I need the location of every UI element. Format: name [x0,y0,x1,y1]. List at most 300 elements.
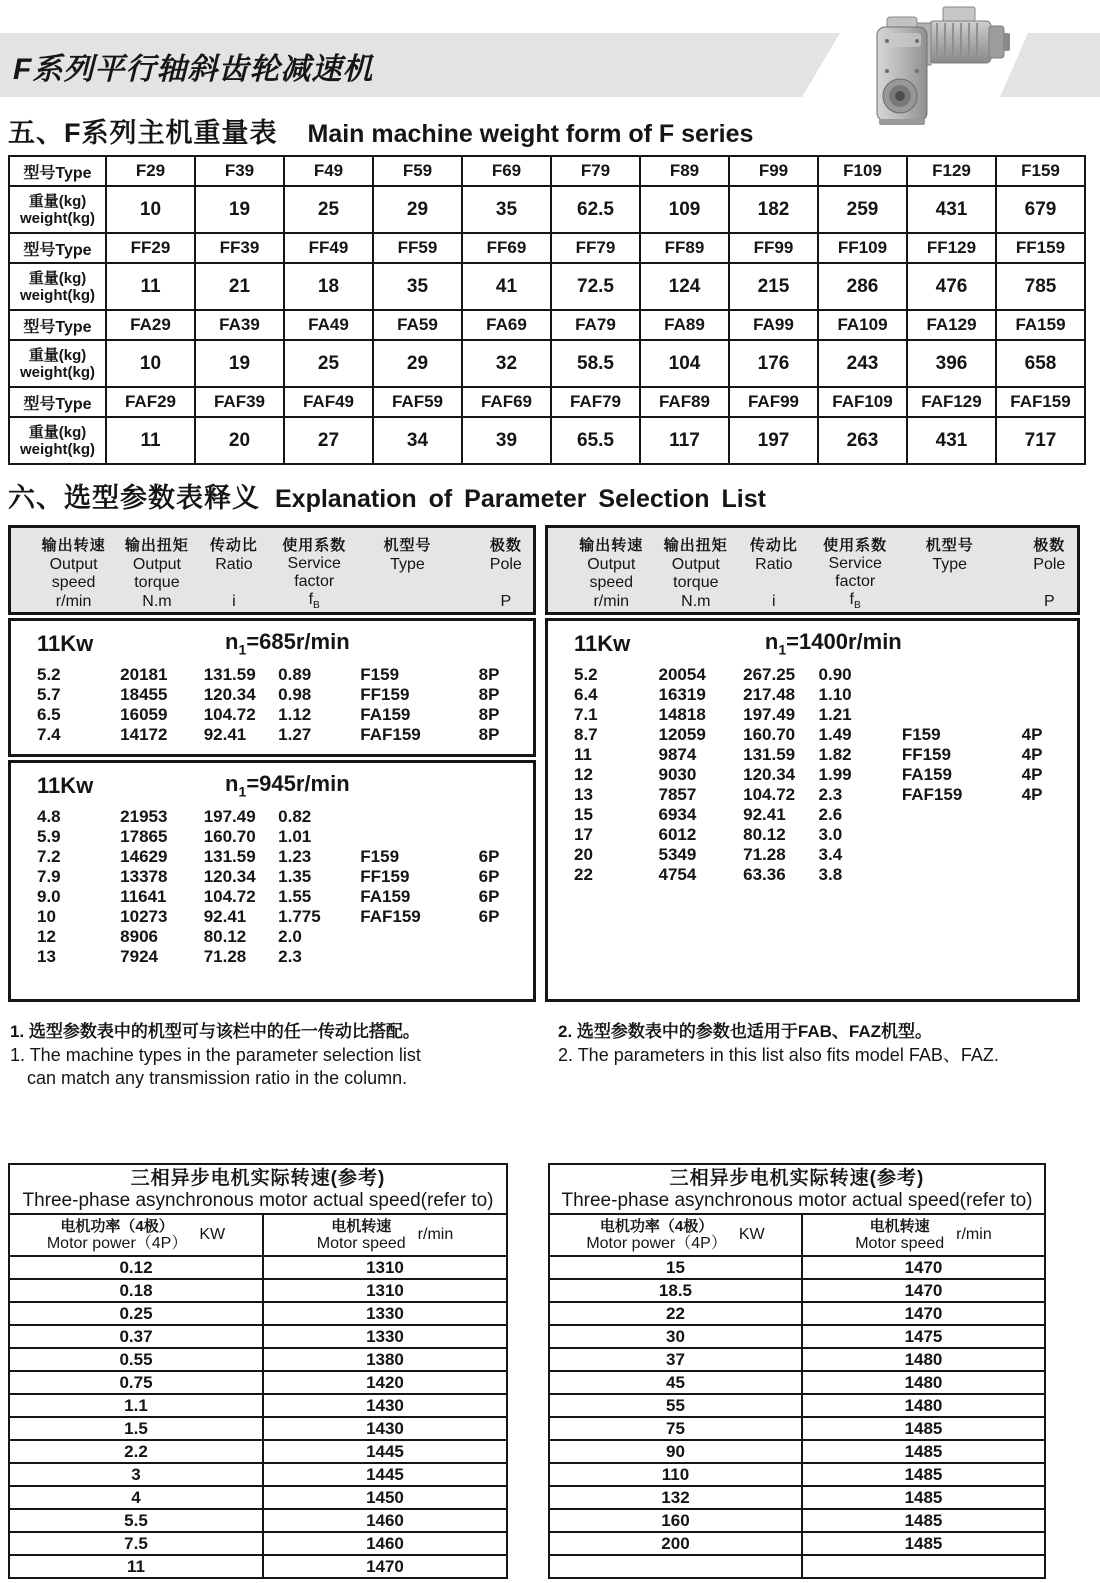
motor-cell: 0.18 [9,1279,263,1302]
motor-header-speed [802,1214,1045,1256]
weight-cell: 182 [729,186,818,233]
param-row [548,785,1077,805]
header-en: Output [671,555,720,573]
param-cell: 7.4 [37,725,61,744]
motor-row [9,1325,507,1348]
param-row [11,725,533,745]
motor-row [9,1555,507,1578]
param-cell: 10 [37,907,56,926]
param-cell: 4P [1021,785,1043,804]
type-cell: FF79 [551,233,640,263]
input-speed-label: $n_1=685r/\min$ [225,629,350,658]
param-cell [998,665,1077,685]
weight-label-zh: 重量(kg) [28,423,87,441]
weight-cell: 19 [195,340,284,387]
param-cell: 7857 [658,785,697,804]
weight-label-en: weight(kg) [20,209,95,227]
param-cell: 9874 [658,745,697,764]
weight-cell: 62.5 [551,186,640,233]
motor-cell: 1475 [802,1325,1045,1348]
header-en: factor [835,573,876,590]
header-zh: 输出扭矩 [663,537,728,554]
header-en: speed [51,574,96,592]
param-cell: 9030 [658,765,697,784]
type-cell: FF109 [818,233,907,263]
param-cell: 8.7 [574,725,598,744]
header-unit: P [1043,593,1055,611]
motor-row [549,1417,1045,1440]
param-cell: 3.4 [818,845,843,864]
row-label-weight [9,186,106,233]
header-unit: KW [199,1226,226,1243]
type-cell: FAF99 [729,387,818,417]
motor-row [549,1486,1045,1509]
param-cell [455,827,533,847]
motor-cell: 1470 [802,1256,1045,1279]
param-cell: 4P [1021,765,1043,784]
header-en: Output [132,555,181,573]
motor-row [9,1440,507,1463]
param-cell: 4.8 [37,807,61,826]
param-cell [892,845,998,865]
param-cell: 7924 [120,947,158,966]
header-unit [947,593,951,611]
param-row [11,927,533,947]
type-cell: FAF49 [284,387,373,417]
type-cell: F109 [818,156,907,186]
param-cell: 12 [37,927,56,946]
param-col-header [892,534,998,611]
param-cell: 92.41 [203,725,247,744]
weight-value-row [9,340,1085,387]
motor-cell: 1330 [263,1302,507,1325]
param-header-right [545,525,1080,615]
param-cell: 131.59 [743,745,796,764]
motor-row [9,1394,507,1417]
header-unit: P [500,593,512,611]
param-col-header [805,534,892,611]
section5-title-en: Main machine weight form of F series [307,120,754,148]
weight-cell: 243 [818,340,907,387]
header-flex [10,1218,262,1253]
motor-cell: 1445 [263,1440,507,1463]
motor-cell: 1485 [802,1417,1045,1440]
weight-cell: 21 [195,263,284,310]
param-cell: 14629 [120,847,168,866]
motor-cell: 0.25 [9,1302,263,1325]
param-header-left [8,525,536,615]
param-cell: 92.41 [743,805,786,824]
type-cell: FA49 [284,310,373,340]
param-cell: 120.34 [203,867,256,886]
param-cell: 13 [574,785,593,804]
param-cell: 7.9 [37,867,61,886]
row-label-type: 型号Type [9,156,106,186]
header-en: Service [828,555,882,572]
weight-cell: 124 [640,263,729,310]
param-block [545,618,1080,1002]
param-col-header [194,534,264,611]
gear-reducer-photo [843,1,1019,129]
param-row [11,705,533,725]
weight-label-zh: 重量(kg) [28,346,87,364]
section5-title-zh: 五、F系列主机重量表 [8,118,278,148]
param-cell: 120.34 [743,765,796,784]
motor-row [549,1279,1045,1302]
motor-title-en: Three-phase asynchronous motor actual speed(refer to) [22,1189,494,1211]
param-row [548,745,1077,765]
motor-cell: 0.75 [9,1371,263,1394]
param-cell: 11 [574,745,592,764]
weight-cell: 10 [106,186,195,233]
param-cell: 2.3 [278,947,302,966]
param-cell: 14818 [658,705,706,724]
motor-cell [549,1555,802,1578]
param-cell: 1.12 [278,705,312,724]
weight-cell: 286 [818,263,907,310]
motor-cell: 75 [549,1417,802,1440]
param-block-title [11,763,533,807]
param-cell: 6P [478,867,500,886]
weight-cell: 197 [729,417,818,464]
motor-row [549,1509,1045,1532]
motor-row [549,1371,1045,1394]
motor-cell: 1485 [802,1463,1045,1486]
input-speed-label: $n_1=945r/\min$ [225,771,350,800]
motor-title-zh: 三相异步电机实际转速(参考) [669,1167,925,1189]
param-cell: 0.89 [278,665,312,684]
section5-title [8,111,753,150]
param-col-header [110,534,194,611]
motor-cell: 200 [549,1532,802,1555]
type-cell: FA129 [907,310,996,340]
param-col-header [11,534,110,611]
type-cell: F99 [729,156,818,186]
motor-row [9,1463,507,1486]
motor-cell: 1.1 [9,1394,263,1417]
param-cell: 6934 [658,805,697,824]
note-1-en1: 1. The machine types in the parameter selection list [10,1045,421,1065]
param-cell: 6012 [658,825,697,844]
param-cell [998,865,1077,885]
param-cell: FA159 [360,887,411,906]
weight-cell: 785 [996,263,1085,310]
param-cell: 16059 [120,705,168,724]
header-unit: r/min [593,593,630,611]
header-en [1047,574,1051,592]
param-cell: 6P [478,847,500,866]
param-row [548,725,1077,745]
motor-cell: 1480 [802,1394,1045,1417]
type-cell: F129 [907,156,996,186]
row-label-weight [9,340,106,387]
param-col-header [264,534,350,611]
header-en [947,574,951,592]
param-cell: FF159 [901,745,951,764]
param-cell: 4754 [658,865,697,884]
param-block [8,618,536,757]
param-row [11,867,533,887]
motor-cell: 1470 [263,1555,507,1578]
param-cell: 267.25 [743,665,796,684]
weight-cell: 58.5 [551,340,640,387]
param-cell: 0.82 [278,807,312,826]
param-cell: 5.9 [37,827,61,846]
param-cell: 3.0 [818,825,843,844]
param-cell: 21953 [120,807,168,826]
weight-cell: 35 [462,186,551,233]
motor-cell: 0.55 [9,1348,263,1371]
param-row [548,805,1077,825]
type-cell: F69 [462,156,551,186]
motor-row [9,1371,507,1394]
param-col-header [548,534,649,611]
param-cell: 2.6 [818,805,843,824]
type-cell: FA159 [996,310,1085,340]
param-cell: 1.82 [818,745,852,764]
motor-cell: 160 [549,1509,802,1532]
param-cell: 20 [574,845,593,864]
param-row [11,665,533,685]
param-col-header [350,534,454,611]
param-col-header [998,534,1077,611]
type-cell: FAF159 [996,387,1085,417]
motor-cell: 1430 [263,1394,507,1417]
motor-title-row [9,1164,507,1214]
header-label [47,1218,188,1253]
param-cell: 8906 [120,927,158,946]
type-cell: FF89 [640,233,729,263]
motor-row [9,1256,507,1279]
weight-label-en: weight(kg) [20,286,95,304]
header-en: Motor power（4P） [46,1234,188,1252]
param-cell: 12 [574,765,593,784]
param-cell: 20181 [120,665,168,684]
param-cell: 1.27 [278,725,312,744]
param-cell: 71.28 [203,947,247,966]
header-en: Motor power（4P） [586,1234,727,1252]
param-row [11,907,533,927]
param-row [11,685,533,705]
note-2 [558,1020,999,1067]
param-cell: FA159 [360,705,411,724]
type-cell: FAF129 [907,387,996,417]
header-unit: N.m [142,593,172,611]
param-cell: F159 [901,725,941,744]
param-cell: 8P [478,685,500,704]
param-cell: 16319 [658,685,706,704]
motor-cell: 15 [549,1256,802,1279]
param-cell: 1.775 [278,907,321,926]
param-cell: 104.72 [203,887,256,906]
param-cell: 5.2 [37,665,61,684]
motor-cell: 110 [549,1463,802,1486]
header-zh: 极数 [489,537,522,554]
header-en: Ratio [215,555,253,573]
weight-cell: 18 [284,263,373,310]
param-cell: 160.70 [743,725,796,744]
motor-speed-table-right [548,1163,1046,1579]
weight-cell: 32 [462,340,551,387]
header-en: speed [589,574,634,592]
param-cell: 5349 [658,845,697,864]
param-row [548,665,1077,685]
header-en: Type [932,555,968,573]
param-cell: 131.59 [203,665,256,684]
param-cell: 6P [478,907,500,926]
motor-cell: 1450 [263,1486,507,1509]
header-unit: N.m [681,593,711,611]
motor-row [549,1302,1045,1325]
motor-header-row [9,1214,507,1256]
header-en: Ratio [755,555,793,573]
weight-cell: 29 [373,340,462,387]
header-unit: $f_B$ [849,591,861,612]
param-cell [350,927,454,947]
weight-cell: 25 [284,186,373,233]
header-zh: 使用系数 [823,537,888,554]
weight-cell: 27 [284,417,373,464]
param-cell: FA159 [901,765,952,784]
param-cell [892,705,998,725]
header-en: Type [390,555,425,573]
weight-cell: 259 [818,186,907,233]
header-zh: 输出扭矩 [124,537,189,554]
param-cell [892,865,998,885]
weight-cell: 35 [373,263,462,310]
motor-row [9,1302,507,1325]
header-unit: KW [738,1226,765,1243]
type-cell: FA29 [106,310,195,340]
header-zh: 电机转速 [869,1217,930,1235]
type-cell: FAF79 [551,387,640,417]
param-cell [892,805,998,825]
weight-value-row [9,186,1085,233]
type-cell: FAF69 [462,387,551,417]
motor-cell: 3 [9,1463,263,1486]
motor-cell: 1460 [263,1509,507,1532]
param-cell: 5.7 [37,685,61,704]
motor-row [9,1486,507,1509]
param-table-right [545,525,1080,1002]
param-cell: 104.72 [743,785,796,804]
note-1-en2: can match any transmission ratio in the column. [27,1068,408,1088]
type-cell: F39 [195,156,284,186]
weight-value-row [9,263,1085,310]
motor-cell: 2.2 [9,1440,263,1463]
note-2-en: 2. The parameters in this list also fits model FAB、FAZ. [558,1045,999,1065]
row-label-weight [9,263,106,310]
motor-cell: 132 [549,1486,802,1509]
param-cell: 160.70 [203,827,256,846]
weight-table [8,155,1086,465]
header-zh: 使用系数 [282,537,347,554]
weight-cell: 658 [996,340,1085,387]
weight-type-row [9,387,1085,417]
header-zh: 输出转速 [579,537,644,554]
motor-title-zh: 三相异步电机实际转速(参考) [130,1167,386,1189]
header-unit: i [772,593,776,611]
param-cell: 120.34 [203,685,256,704]
weight-cell: 11 [106,263,195,310]
motor-header-row [549,1214,1045,1256]
motor-cell: 1310 [263,1279,507,1302]
type-cell: F59 [373,156,462,186]
type-cell: FA109 [818,310,907,340]
header-unit: i [232,593,236,611]
type-cell: FAF29 [106,387,195,417]
motor-cell: 1470 [802,1302,1045,1325]
param-col-header [455,534,533,611]
param-cell: FAF159 [360,907,421,926]
motor-row [9,1417,507,1440]
motor-cell: 1420 [263,1371,507,1394]
type-cell: FA79 [551,310,640,340]
param-cell [998,825,1077,845]
header-zh: 传动比 [209,537,258,554]
param-block-title [11,621,533,665]
param-cell: 4P [1021,745,1043,764]
motor-cell: 4 [9,1486,263,1509]
param-cell: FF159 [360,867,410,886]
header-en: Output [587,555,636,573]
header-zh: 电机功率（4极） [60,1217,174,1235]
motor-row [549,1256,1045,1279]
header-label [586,1218,727,1253]
param-cell: F159 [360,665,400,684]
param-cell: 197.49 [743,705,796,724]
header-en: Pole [489,555,522,573]
motor-header-speed [263,1214,507,1256]
header-en: Output [49,555,98,573]
param-cell: 11641 [120,887,167,906]
motor-cell: 90 [549,1440,802,1463]
motor-cell: 1330 [263,1325,507,1348]
param-row [548,865,1077,885]
motor-cell: 45 [549,1371,802,1394]
weight-cell: 396 [907,340,996,387]
param-rows [548,665,1077,885]
weight-cell: 215 [729,263,818,310]
type-cell: FF29 [106,233,195,263]
motor-header-power [549,1214,802,1256]
param-cell: 18455 [120,685,168,704]
param-cell: 197.49 [203,807,256,826]
param-cell [998,685,1077,705]
motor-row [549,1463,1045,1486]
type-cell: F79 [551,156,640,186]
power-label: 11Kw [37,631,94,656]
header-label [317,1218,406,1253]
weight-table-grid [8,155,1086,465]
weight-cell: 117 [640,417,729,464]
param-cell: 1.49 [818,725,852,744]
weight-label-zh: 重量(kg) [28,269,87,287]
weight-cell: 20 [195,417,284,464]
weight-cell: 717 [996,417,1085,464]
type-cell: FAF109 [818,387,907,417]
motor-cell: 1380 [263,1348,507,1371]
param-cell: 71.28 [743,845,786,864]
input-speed-label: $n_1=1400r/\min$ [764,629,902,658]
header-en [504,574,508,592]
row-label-type: 型号Type [9,387,106,417]
param-row [548,705,1077,725]
header-zh: 电机功率（4极） [599,1217,714,1235]
param-cell: 14172 [120,725,168,744]
type-cell: FA69 [462,310,551,340]
param-cell: 17 [574,825,593,844]
